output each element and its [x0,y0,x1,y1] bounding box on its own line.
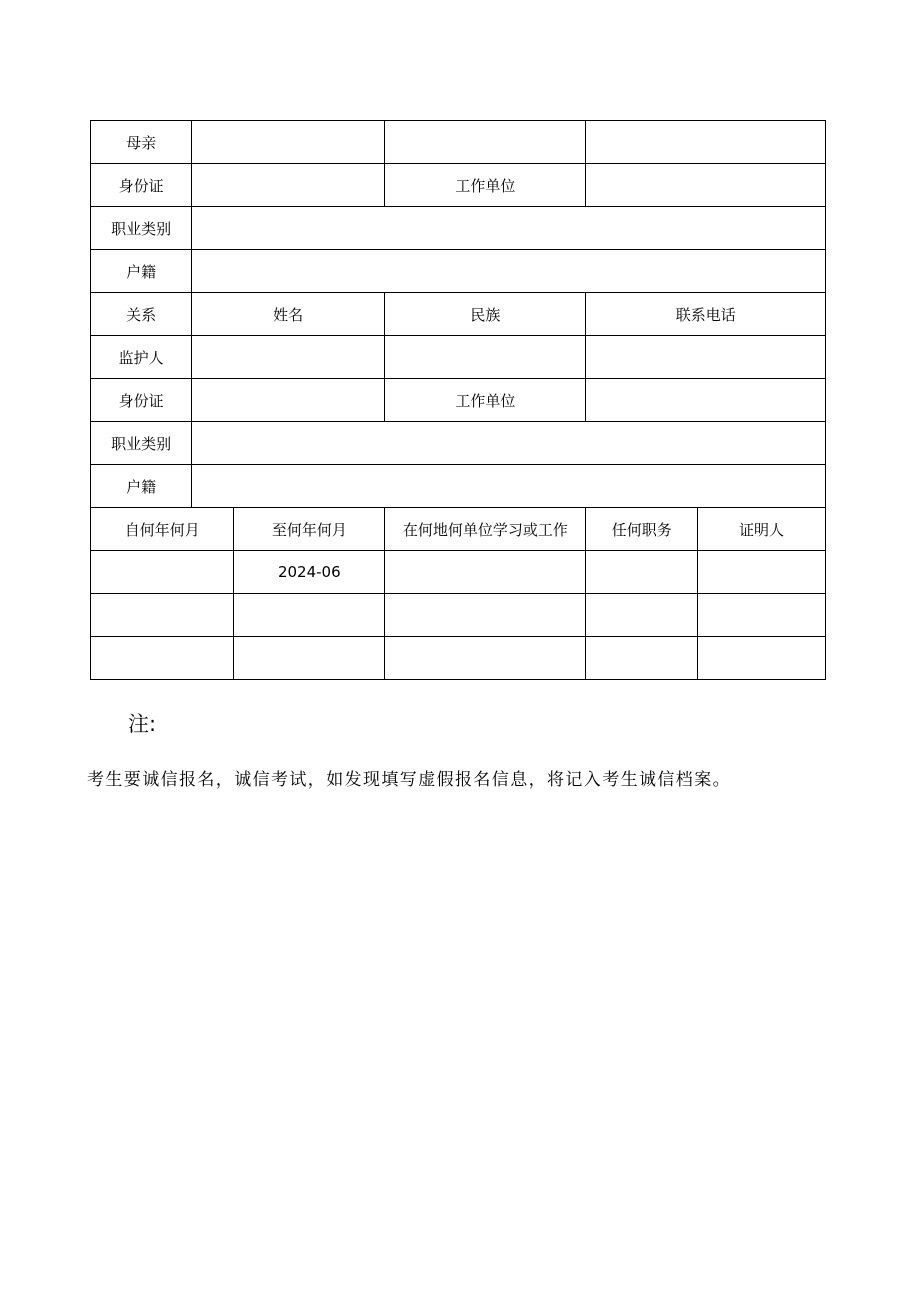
history-witness-header: 证明人 [697,508,825,551]
guardian-household-label: 户籍 [91,465,192,508]
history-place-cell[interactable] [385,551,586,594]
guardian-id-row [91,379,826,422]
note-text: 考生要诚信报名，诚信考试，如发现填写虚假报名信息，将记入考生诚信档案。 [87,770,731,790]
history-from-cell[interactable] [91,551,234,594]
mother-occupation-field[interactable] [192,207,826,250]
mother-household-label: 户籍 [91,250,192,293]
history-place-cell[interactable] [385,637,586,680]
mother-occupation-row [91,207,826,250]
history-row [91,551,826,594]
guardian-ethnicity-field[interactable] [385,336,586,379]
name-header: 姓名 [192,293,385,336]
history-witness-cell[interactable] [697,594,825,637]
guardian-id-field[interactable] [192,379,385,422]
guardian-household-field[interactable] [192,465,826,508]
guardian-occupation-row [91,422,826,465]
mother-id-row [91,164,826,207]
history-witness-cell[interactable] [697,637,825,680]
guardian-phone-field[interactable] [586,336,826,379]
mother-household-row [91,250,826,293]
guardian-label: 监护人 [91,336,192,379]
mother-id-field[interactable] [192,164,385,207]
mother-label: 母亲 [91,121,192,164]
phone-header: 联系电话 [586,293,826,336]
history-from-header: 自何年何月 [91,508,234,551]
history-place-header: 在何地何单位学习或工作 [385,508,586,551]
history-header-row [91,508,826,551]
history-to-cell[interactable]: 2024-06 [234,551,385,594]
mother-name-field[interactable] [192,121,385,164]
history-position-cell[interactable] [586,551,697,594]
guardian-row [91,336,826,379]
history-row [91,594,826,637]
history-witness-cell[interactable] [697,551,825,594]
history-to-cell[interactable] [234,594,385,637]
mother-id-label: 身份证 [91,164,192,207]
history-position-header: 任何职务 [586,508,697,551]
mother-phone-field[interactable] [586,121,826,164]
guardian-occupation-label: 职业类别 [91,422,192,465]
history-position-cell[interactable] [586,637,697,680]
ethnicity-header: 民族 [385,293,586,336]
relation-header: 关系 [91,293,192,336]
guardian-work-unit-label: 工作单位 [385,379,586,422]
mother-ethnicity-field[interactable] [385,121,586,164]
mother-household-field[interactable] [192,250,826,293]
guardian-occupation-field[interactable] [192,422,826,465]
mother-work-unit-label: 工作单位 [385,164,586,207]
guardian-work-unit-field[interactable] [586,379,826,422]
history-from-cell[interactable] [91,594,234,637]
guardian-household-row [91,465,826,508]
history-to-header: 至何年何月 [234,508,385,551]
note-title: 注: [128,712,157,736]
registration-form-table [90,120,826,680]
guardian-id-label: 身份证 [91,379,192,422]
history-position-cell[interactable] [586,594,697,637]
history-place-cell[interactable] [385,594,586,637]
history-from-cell[interactable] [91,637,234,680]
history-row [91,637,826,680]
guardian-header-row [91,293,826,336]
mother-work-unit-field[interactable] [586,164,826,207]
mother-occupation-label: 职业类别 [91,207,192,250]
history-to-cell[interactable] [234,637,385,680]
guardian-name-field[interactable] [192,336,385,379]
mother-row [91,121,826,164]
